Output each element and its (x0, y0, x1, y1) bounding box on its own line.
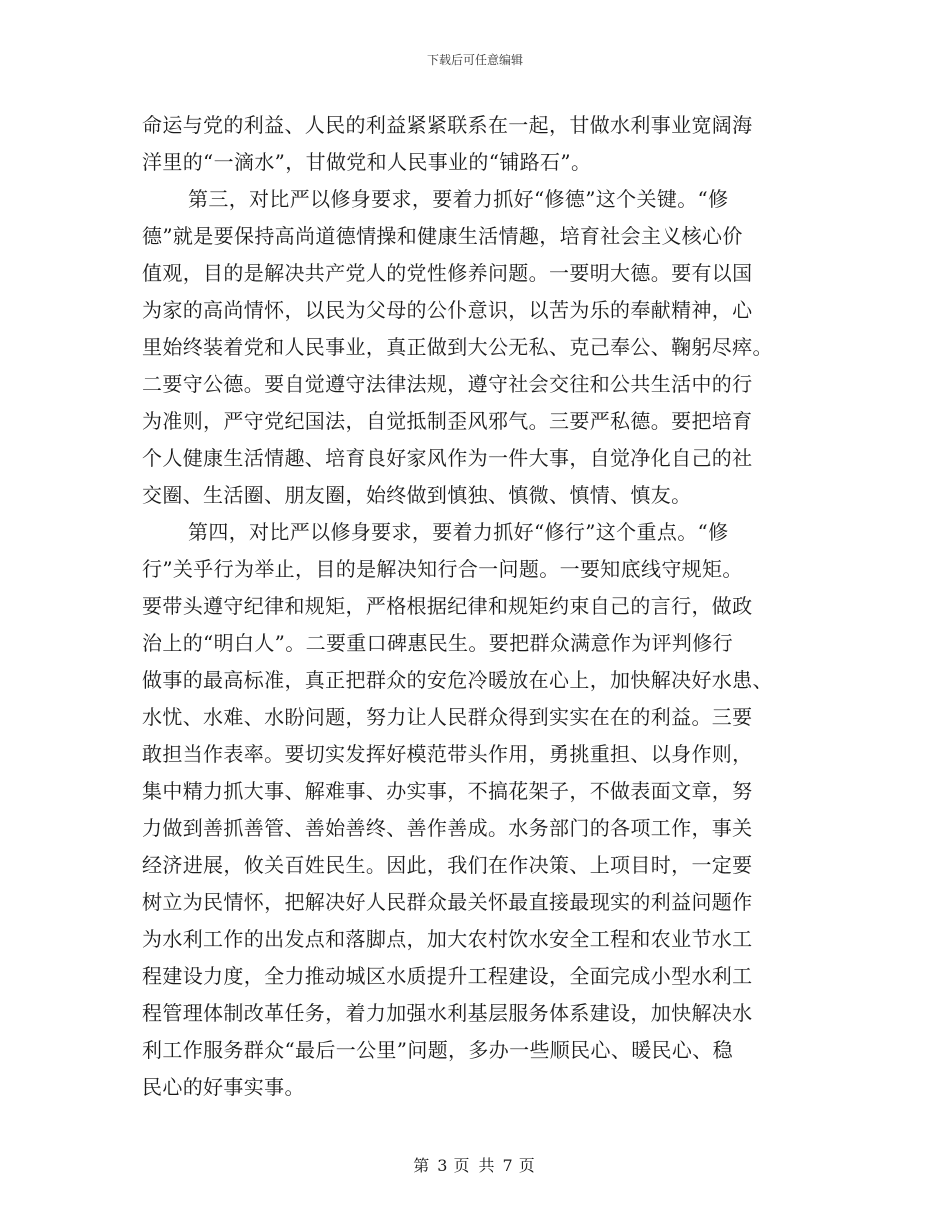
text-line: 洋里的“一滴水”，甘做党和人民事业的“铺路石”。 (142, 150, 592, 174)
text-line: 为家的高尚情怀，以民为父母的公仆意识，以苦为乐的奉献精神，心 (142, 298, 753, 322)
paragraph-start-line: 第三，对比严以修身要求，要着力抓好“修德”这个关键。“修 (188, 187, 729, 211)
text-line: 命运与党的利益、人民的利益紧紧联系在一起，甘做水利事业宽阔海 (142, 113, 753, 137)
text-line: 治上的“明白人”。二要重口碑惠民生。要把群众满意作为评判修行 (142, 631, 733, 655)
text-line: 行”关乎行为举止，目的是解决知行合一问题。一要知底线守规矩。 (142, 557, 743, 581)
text-line: 民心的好事实事。 (142, 1075, 305, 1099)
page-footer (0, 1156, 950, 1176)
text-line: 为准则，严守党纪国法，自觉抵制歪风邪气。三要严私德。要把培育 (142, 409, 753, 433)
text-line: 敢担当作表率。要切实发挥好模范带头作用，勇挑重担、以身作则， (142, 742, 753, 766)
text-line: 程建设力度，全力推动城区水质提升工程建设，全面完成小型水利工 (142, 964, 753, 988)
footer-suffix: 页 (518, 1156, 537, 1175)
text-line: 经济进展，攸关百姓民生。因此，我们在作决策、上项目时，一定要 (142, 853, 753, 877)
text-line: 水忧、水难、水盼问题，努力让人民群众得到实实在在的利益。三要 (142, 705, 753, 729)
footer-middle: 页 共 (453, 1156, 497, 1175)
text-line: 树立为民情怀，把解决好人民群众最关怀最直接最现实的利益问题作 (142, 890, 753, 914)
current-page-number: 3 (437, 1156, 448, 1175)
text-line: 做事的最高标准，真正把群众的安危冷暖放在心上，加快解决好水患、 (142, 668, 773, 692)
text-line: 程管理体制改革任务，着力加强水利基层服务体系建设，加快解决水 (142, 1001, 753, 1025)
document-body (142, 107, 822, 1106)
text-line: 里始终装着党和人民事业，真正做到大公无私、克己奉公、鞠躬尽瘁。 (142, 335, 773, 359)
text-line: 值观，目的是解决共产党人的党性修养问题。一要明大德。要有以国 (142, 261, 753, 285)
footer-prefix: 第 (413, 1156, 432, 1175)
paragraph-start-line: 第四，对比严以修身要求，要着力抓好“修行”这个重点。“修 (188, 520, 729, 544)
text-line: 交圈、生活圈、朋友圈，始终做到慎独、慎微、慎情、慎友。 (142, 483, 692, 507)
header-text: 下载后可任意编辑 (426, 53, 523, 67)
page-header (0, 52, 950, 68)
text-line: 二要守公德。要自觉遵守法律法规，遵守社会交往和公共生活中的行 (142, 372, 753, 396)
text-line: 要带头遵守纪律和规矩，严格根据纪律和规矩约束自己的言行，做政 (142, 594, 753, 618)
text-line: 德”就是要保持高尚道德情操和健康生活情趣，培育社会主义核心价 (142, 224, 743, 248)
text-line: 集中精力抓大事、解难事、办实事，不搞花架子，不做表面文章，努 (142, 779, 753, 803)
text-line: 个人健康生活情趣、培育良好家风作为一件大事，自觉净化自己的社 (142, 446, 753, 470)
text-line: 为水利工作的出发点和落脚点，加大农村饮水安全工程和农业节水工 (142, 927, 753, 951)
text-line: 利工作服务群众“最后一公里”问题，多办一些顺民心、暖民心、稳 (142, 1038, 733, 1062)
total-pages-number: 7 (502, 1156, 513, 1175)
text-line: 力做到善抓善管、善始善终、善作善成。水务部门的各项工作，事关 (142, 816, 753, 840)
